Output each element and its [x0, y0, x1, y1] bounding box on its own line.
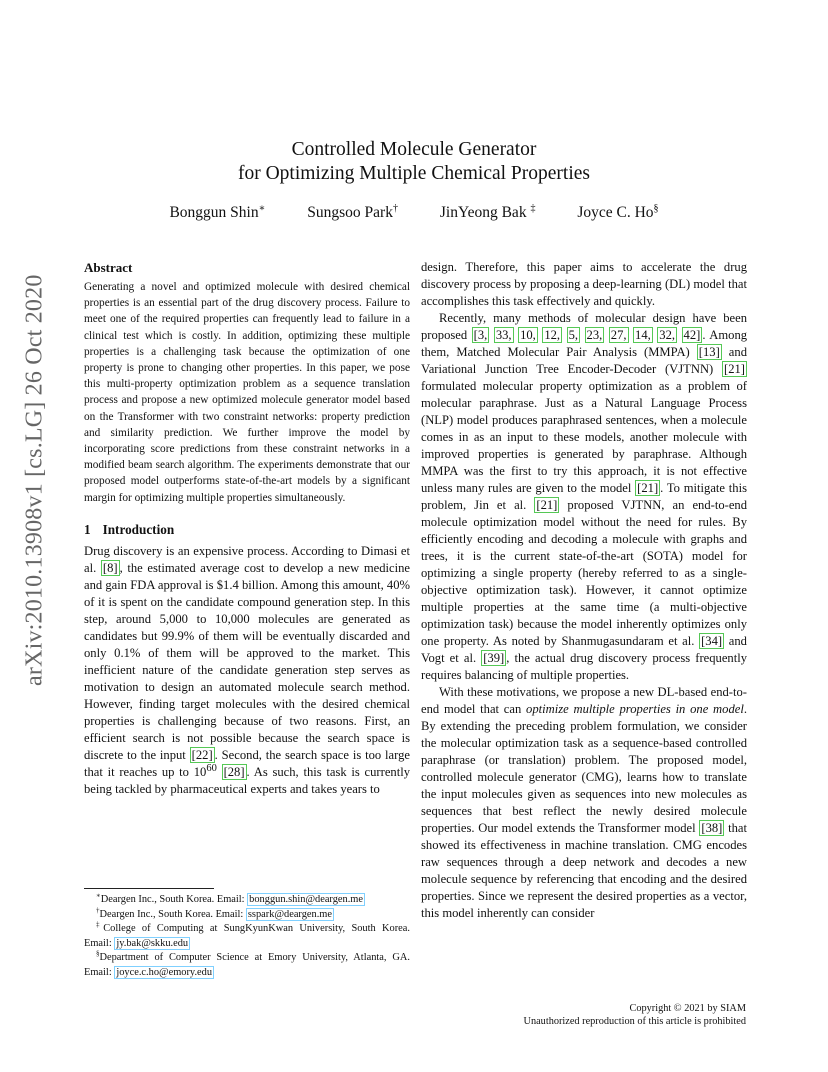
- right-paragraph-3: With these motivations, we propose a new DL-based end-to-end model that can optimize multiple properties in one model. By extending the preceding problem formulation, we consider the molecular optimization task as a sequence-based controlled paraphrase (or translation) problem. The proposed model, controlled molecule generator (CMG), learns how to translate the input molecules given as sequences into new molecules as sequences that best reflect the newly desired molecule properties. Our model extends the Transformer model [38] that showed its effectiveness in machine translation. CMG encodes raw sequences through a deep network and decodes a new molecule sequence by referencing that encoding and the desired properties. Since we represent the desired properties as a vector, this model inherently can consider: [421, 685, 747, 920]
- email-link[interactable]: bonggun.shin@deargen.me: [249, 894, 363, 905]
- citation-link[interactable]: [8]: [102, 560, 118, 575]
- citation-link[interactable]: [21]: [536, 498, 558, 512]
- footnote-4: §Department of Computer Science at Emory University, Atlanta, GA. Email: joyce.c.ho@emory.edu: [84, 949, 410, 978]
- citation-link[interactable]: [13]: [698, 345, 720, 359]
- citation-link[interactable]: 12,: [544, 328, 561, 342]
- citation-link[interactable]: [34]: [701, 634, 723, 648]
- citation-link[interactable]: [28]: [223, 764, 245, 779]
- citation-link[interactable]: 42]: [683, 328, 701, 342]
- paper-title: [0, 138, 828, 186]
- footnote-2: †Deargen Inc., South Korea. Email: sspark@deargen.me: [96, 906, 332, 920]
- title-line-2: for Optimizing Multiple Chemical Properties: [237, 163, 591, 184]
- section-heading-introduction: 1 Introduction: [84, 521, 175, 537]
- author-1: Bonggun Shin∗: [169, 202, 266, 221]
- footnotes: [84, 888, 410, 981]
- citation-link[interactable]: [22]: [191, 747, 213, 762]
- copyright-line-2: Unauthorized reproduction of this article is prohibited: [523, 1015, 746, 1027]
- citation-link[interactable]: 14,: [635, 328, 651, 342]
- citation-link[interactable]: 5,: [568, 328, 579, 342]
- author-3: JinYeong Bak ‡: [439, 202, 536, 221]
- right-paragraph-1: design. Therefore, this paper aims to accelerate the drug discovery process by proposing a deep-learning (DL) model that accomplishes this task effectively and quickly.: [421, 260, 747, 308]
- citation-link[interactable]: [3,: [473, 328, 488, 342]
- citation-link[interactable]: 33,: [495, 328, 512, 342]
- footnote-3: ‡College of Computing at SungKyunKwan University, South Korea. Email: jy.bak@skku.edu: [84, 920, 411, 949]
- footnote-1: ∗Deargen Inc., South Korea. Email: bonggun.shin@deargen.me: [96, 891, 363, 905]
- copyright-notice: [524, 1003, 746, 1028]
- abstract-heading: Abstract: [84, 260, 133, 275]
- citation-link[interactable]: [38]: [701, 821, 723, 835]
- citation-link[interactable]: [21]: [724, 362, 745, 376]
- email-link[interactable]: jy.bak@skku.edu: [116, 937, 189, 949]
- author-list: [0, 204, 828, 222]
- right-column: [421, 259, 747, 922]
- citation-link[interactable]: 10,: [520, 328, 536, 342]
- abstract-text: Generating a novel and optimized molecule with desired chemical properties is an essential part of the drug discovery process. Failure to meet one of the required properties can frequently lead to failure in a clinical test which is costly. In addition, optimizing these multiple properties is a challenging task because the optimization of one property is prone to changing other properties. In this paper, we pose this multi-property optimization problem as a sequence translation process and propose a new optimized molecule generator model based on the Transformer with two constraint networks: property prediction and similarity prediction. We further improve the model by incorporating score predictions from these constraint networks in a modified beam search algorithm. The experiments demonstrate that our proposed model outperforms state-of-the-art models by a significant margin for optimizing multiple properties simultaneously.: [84, 281, 410, 504]
- title-line-1: Controlled Molecule Generator: [291, 139, 537, 160]
- author-4: Joyce C. Ho§: [577, 202, 659, 221]
- email-link[interactable]: joyce.c.ho@emory.edu: [116, 966, 213, 978]
- email-link[interactable]: sspark@deargen.me: [247, 908, 332, 920]
- right-paragraph-2: Recently, many methods of molecular design have been proposed [3, 33, 10, 12, 5, 23, 27, 14, 32, 42] . Among them, Matched Molecular Pair Analysis (MMPA) [13] and Variational Junction Tree Encoder-Decoder (VJTNN) [21] formulated molecular property optimization as a problem of molecular paraphrase. Just as a Natural Language Process (NLP) model produces paraphrased sentences, when a molecule comes in as an input to these models, another molecule with improved properties is generated by paraphrase. Although MMPA was the first to try this approach, it is not effective unless many rules are given to the model [21] . To mitigate this problem, Jin et al. [21] proposed VJTNN, an end-to-end molecule optimization model without the need for rules. By efficiently encoding and decoding a molecule with graphs and trees, it is the current state-of-the-art (SOTA) model for optimizing a single property (hereby referred to as a single-objective optimization task). However, it cannot optimize multiple properties at the same time (a multi-objective optimization task) because the model inherently optimizes only one property. As noted by Shanmugasundaram et al. [34] and Vogt et al. [39] , the actual drug discovery process frequently requires balancing of multiple properties.: [421, 311, 748, 682]
- footnote-divider: [84, 888, 214, 889]
- author-2: Sungsoo Park†: [307, 202, 398, 221]
- left-column: [84, 259, 410, 798]
- citation-link[interactable]: [21]: [637, 481, 659, 495]
- intro-paragraph-1: Drug discovery is an expensive process. According to Dimasi et al. [8] , the estimated average cost to develop a new medicine and gain FDA approval is $1.4 billion. Among this amount, 40% of it is spent on the candidate compound generation step. In this step, around 5,000 to 10,000 molecules are generated as candidates but 99.9% of them will be eventually discarded and only 0.1% of them will be approved to the market. This inefficient nature of the candidate generation step serves as motivation to design an automated molecule search method. However, finding target molecules with the desired chemical properties is challenging because of two reasons. First, an efficient search is not possible because the search space is discrete to the input [22] . Second, the search space is too large that it reaches up to $10^{60}$ [28] . As such, this task is currently being tackled by pharmaceutical experts and takes years to: [84, 543, 411, 796]
- citation-link[interactable]: 27,: [610, 328, 627, 342]
- arxiv-identifier: arXiv:2010.13908v1 [cs.LG] 26 Oct 2020: [21, 274, 48, 686]
- citation-link[interactable]: [39]: [483, 651, 505, 665]
- copyright-line-1: Copyright © 2021 by SIAM: [629, 1003, 746, 1014]
- citation-link[interactable]: 32,: [659, 328, 676, 342]
- citation-link[interactable]: 23,: [586, 328, 603, 342]
